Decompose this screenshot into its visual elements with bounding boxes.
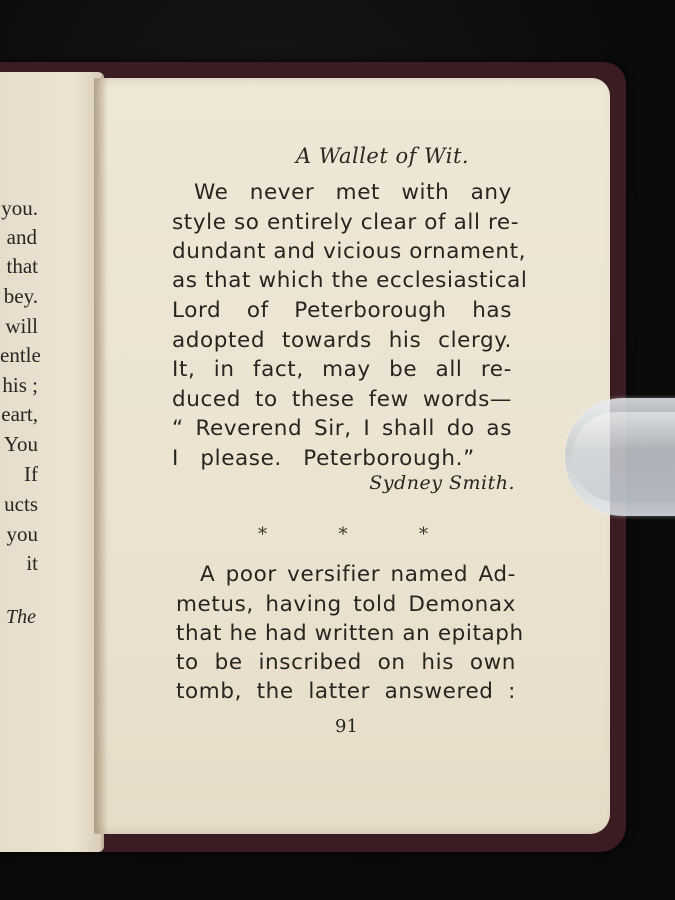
attribution: Sydney Smith. xyxy=(369,472,515,494)
separator-star: * xyxy=(258,524,267,545)
plastic-page-clip-highlight xyxy=(572,412,675,502)
page-number: 91 xyxy=(335,716,358,737)
left-fragment-1: you. xyxy=(1,196,38,220)
passage-two-line: A poor versifier named Ad- xyxy=(200,562,516,587)
passage-one-line: dundant and vicious ornament, xyxy=(172,239,527,264)
left-fragment-6: entle xyxy=(0,343,41,367)
left-fragment-13: it xyxy=(26,551,38,575)
left-fragment-12: you xyxy=(6,522,38,546)
left-fragment-2: and xyxy=(6,225,37,249)
left-fragment-10: If xyxy=(24,462,38,486)
left-fragment-9: You xyxy=(3,432,38,456)
gutter-shadow xyxy=(94,78,108,834)
left-fragment-7: his ; xyxy=(2,373,38,397)
passage-one-line: We never met with any xyxy=(194,180,512,205)
running-head: A Wallet of Wit. xyxy=(295,144,470,168)
separator-star: * xyxy=(338,524,348,545)
section-separator xyxy=(258,524,428,545)
passage-one-line: style so entirely clear of all re- xyxy=(172,210,520,235)
left-fragment-last: The xyxy=(6,606,36,628)
passage-one-line: Lord of Peterborough has xyxy=(172,298,512,323)
passage-two-line: tomb, the latter answered : xyxy=(176,679,516,704)
left-fragment-5: will xyxy=(5,314,38,338)
passage-two-line: to be inscribed on his own xyxy=(176,650,516,675)
passage-two-line: metus, having told Demonax xyxy=(176,592,516,617)
passage-one-line: It, in fact, may be all re- xyxy=(172,357,512,382)
left-fragment-3: that xyxy=(6,254,38,278)
separator-star: * xyxy=(419,524,428,545)
passage-one-line: duced to these few words— xyxy=(172,387,512,412)
left-fragment-4: bey. xyxy=(3,284,38,308)
passage-two-line: that he had written an epitaph xyxy=(176,621,524,646)
passage-one-line: I please. Peterborough.” xyxy=(172,446,475,471)
passage-one-line: adopted towards his clergy. xyxy=(172,328,512,353)
left-fragment-8: eart, xyxy=(1,402,38,426)
passage-one-line: “ Reverend Sir, I shall do as xyxy=(172,416,512,441)
passage-one-line: as that which the ecclesiastical xyxy=(172,268,528,293)
left-fragment-11: ucts xyxy=(4,492,38,516)
